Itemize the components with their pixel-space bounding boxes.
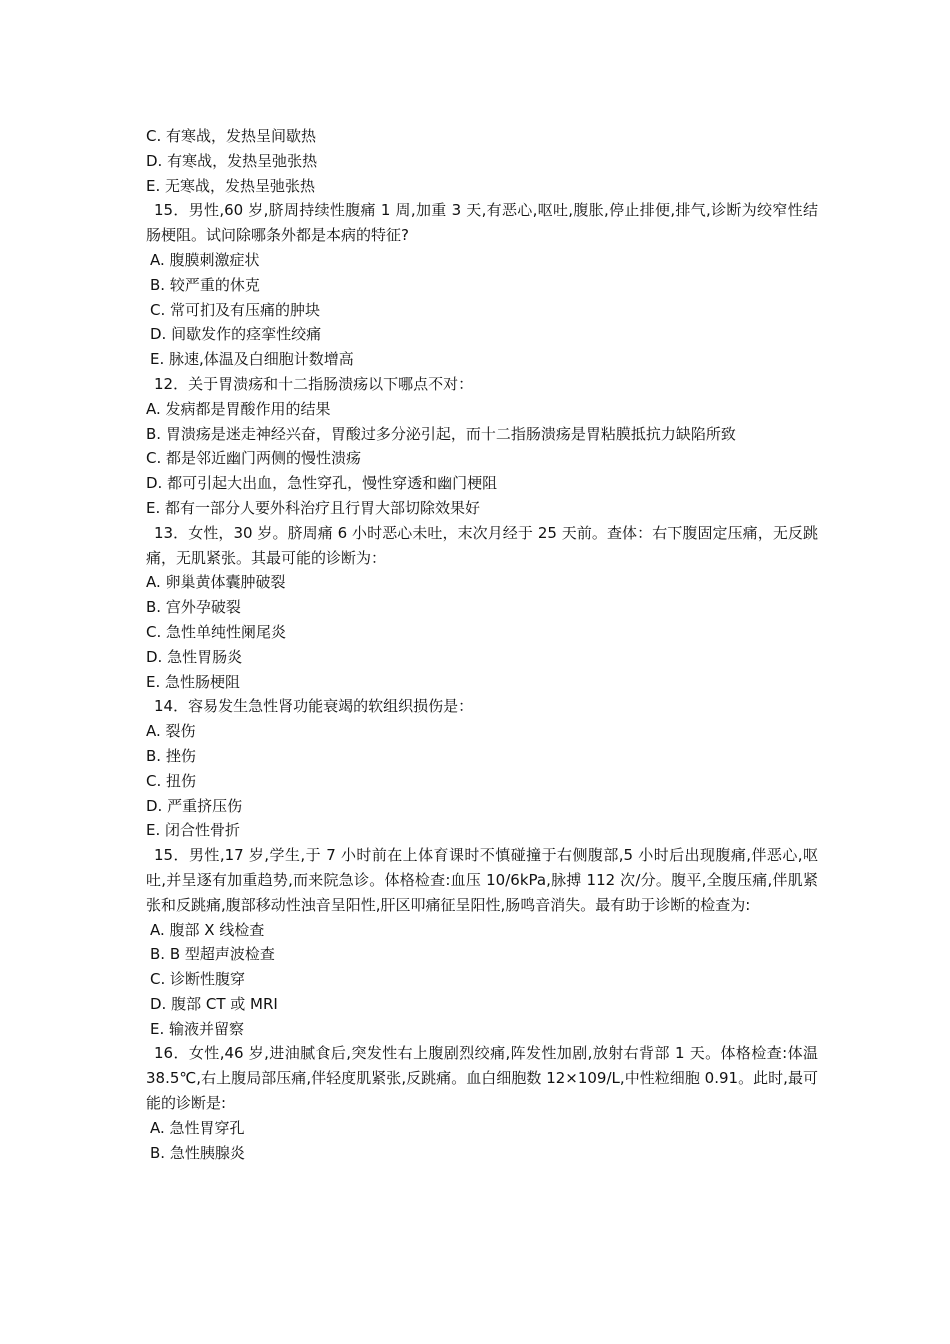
answer-option: E. 闭合性骨折 [146, 821, 241, 840]
answer-option: A. 发病都是胃酸作用的结果 [146, 399, 331, 418]
answer-option: E. 急性肠梗阻 [146, 672, 241, 691]
question-stem: 13．女性，30 岁。脐周痛 6 小时恶心未吐，末次月经于 25 天前。查体：右下腹固定压痛，无反跳痛，无肌紧张。其最可能的诊断为： [146, 523, 818, 567]
answer-option: D. 间歇发作的痉挛性绞痛 [150, 325, 322, 344]
question-stem: 16．女性,46 岁,进油腻食后,突发性右上腹剧烈绞痛,阵发性加剧,放射右背部 1 天。体格检查:体温 38.5℃,右上腹局部压痛,伴轻度肌紧张,反跳痛。血白细胞数 12×109/L,中性粒细胞 0.91。此时,最可能的诊断是: [146, 1044, 818, 1113]
answer-option: B. 胃溃疡是迷走神经兴奋，胃酸过多分泌引起，而十二指肠溃疡是胃粘膜抵抗力缺陷所致 [146, 424, 736, 443]
answer-option: C. 常可扪及有压痛的肿块 [150, 300, 321, 319]
answer-option: B. 挫伤 [146, 746, 196, 765]
question-stem: 15．男性,60 岁,脐周持续性腹痛 1 周,加重 3 天,有恶心,呕吐,腹胀,停止排便,排气,诊断为绞窄性结肠梗阻。试问除哪条外都是本病的特征? [146, 201, 818, 245]
question-stem: 12．关于胃溃疡和十二指肠溃疡以下哪点不对： [154, 374, 474, 393]
answer-option: B. 较严重的休克 [150, 275, 260, 294]
answer-option: D. 有寒战，发热呈弛张热 [146, 151, 318, 170]
answer-option: A. 卵巢黄体囊肿破裂 [146, 573, 286, 592]
answer-option: E. 都有一部分人要外科治疗且行胃大部切除效果好 [146, 498, 481, 517]
answer-option: C. 急性单纯性阑尾炎 [146, 622, 287, 641]
answer-option: E. 脉速,体温及白细胞计数增高 [150, 350, 354, 369]
answer-option: D. 急性胃肠炎 [146, 647, 243, 666]
answer-option: D. 腹部 CT 或 MRI [150, 994, 278, 1013]
answer-option: D. 严重挤压伤 [146, 796, 243, 815]
answer-option: B. B 型超声波检查 [150, 945, 275, 964]
document-body [146, 124, 818, 1165]
answer-option: A. 腹部 X 线检查 [150, 920, 265, 939]
answer-option: A. 急性胃穿孔 [150, 1118, 245, 1137]
answer-option: B. 急性胰腺炎 [150, 1143, 245, 1162]
question-stem: 15．男性,17 岁,学生,于 7 小时前在上体育课时不慎碰撞于右侧腹部,5 小时后出现腹痛,伴恶心,呕吐,并呈逐有加重趋势,而来院急诊。体格检查:血压 10/6kPa,脉搏 112 次/分。腹平,全腹压痛,伴肌紧张和反跳痛,腹部移动性浊音呈阳性,肝区叩痛征呈阳性,肠鸣音消失。最有助于诊断的检查为: [146, 846, 818, 914]
answer-option: A. 腹膜刺激症状 [150, 250, 260, 269]
answer-option: C. 扭伤 [146, 771, 197, 790]
answer-option: A. 裂伤 [146, 722, 196, 741]
answer-option: C. 都是邻近幽门两侧的慢性溃疡 [146, 449, 362, 468]
answer-option: C. 有寒战，发热呈间歇热 [146, 127, 317, 145]
answer-option: E. 输液并留察 [150, 1019, 245, 1038]
question-stem: 14．容易发生急性肾功能衰竭的软组织损伤是： [154, 697, 474, 716]
answer-option: B. 宫外孕破裂 [146, 598, 241, 617]
answer-option: D. 都可引起大出血，急性穿孔，慢性穿透和幽门梗阻 [146, 474, 498, 493]
answer-option: E. 无寒战，发热呈弛张热 [146, 176, 316, 195]
answer-option: C. 诊断性腹穿 [150, 970, 246, 989]
